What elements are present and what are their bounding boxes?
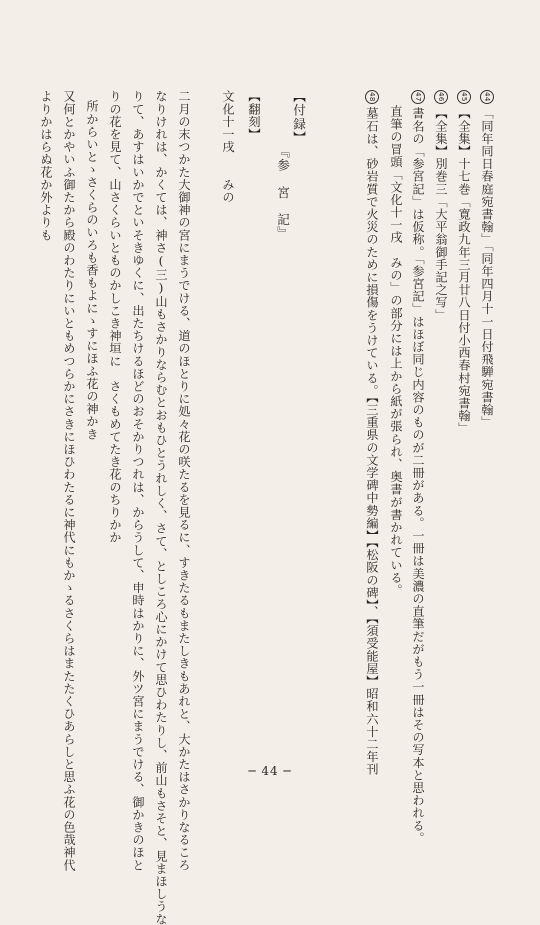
body-line-1 bbox=[178, 90, 190, 871]
body-line-3 bbox=[132, 90, 144, 871]
note-text: 直筆の冒頭「文化十一戌 みの」の部分には上から紙が張られ、奥書が書かれている。 bbox=[389, 105, 403, 597]
body-text: りの花を見て、山さくらいとものかしこき神垣に さくもめてたき花のちりかか bbox=[108, 90, 122, 544]
note-44 bbox=[480, 90, 494, 429]
note-45 bbox=[457, 90, 471, 435]
note-48 bbox=[365, 90, 379, 776]
note-47-continued bbox=[390, 105, 402, 596]
body-line-5 bbox=[86, 100, 98, 440]
note-text: 「同年同日春庭宛書翰」「同年四月十一日付飛騨宛書翰」 bbox=[480, 107, 494, 429]
body-text: 所からいとゝさくらのいろも香もよにゝすにほふ花の神かき bbox=[85, 100, 99, 441]
note-number: 45 bbox=[457, 90, 471, 104]
date-line bbox=[222, 90, 234, 203]
body-line-6 bbox=[63, 90, 75, 871]
appendix-title bbox=[275, 145, 288, 240]
body-text: よりかはらぬ花か外よりも bbox=[39, 90, 53, 242]
note-number: 47 bbox=[411, 90, 425, 104]
body-text: 二月の末つかた大御神の宮にまうでける、道のほとりに処々花の咲たるを見るに、すきたるもまたしきもあれと、大かたはさかりなるころ bbox=[177, 90, 191, 872]
reprint-heading bbox=[248, 90, 260, 140]
body-line-4 bbox=[109, 90, 121, 544]
note-text: 【全集】十七巻「寛政九年三月廿八日付小西春村宛書翰」 bbox=[457, 107, 471, 435]
body-line-7 bbox=[40, 90, 52, 241]
appendix-title-text: 『参 宮 記』 bbox=[275, 145, 290, 241]
note-text: 書名の「参宮記」は仮称。「参宮記」はほぼ同じ内容のものが二冊がある。一冊は美濃の直筆だがもう一冊はその写本と思われる。 bbox=[411, 107, 425, 845]
note-number: 44 bbox=[480, 90, 494, 104]
body-text: 又何とかやいふ御たから殿のわたりにいともめつらかにさきにほひわたるに神代にもかゝるさくらはまたたくひあらしと思ふ花の色哉神代 bbox=[62, 90, 76, 872]
date-text: 文化十一戌 みの bbox=[221, 90, 235, 204]
page-number: ─ 44 ─ bbox=[248, 764, 292, 778]
appendix-label: 【付録】 bbox=[291, 90, 306, 145]
reprint-label: 【翻刻】 bbox=[247, 90, 261, 141]
body-line-2 bbox=[155, 90, 167, 925]
note-number: 46 bbox=[434, 90, 448, 104]
note-text: 【全集】別巻三「大平翁御手記之写」 bbox=[434, 107, 448, 322]
note-47 bbox=[411, 90, 425, 844]
body-text: りて、あすはいかでといそきゆくに、出たちけるほどのおそかりつれは、からうして、申時はかりに、外ツ宮にまうでける、御かきのほと bbox=[131, 90, 145, 872]
note-number: 48 bbox=[365, 90, 379, 104]
body-text: なりけれは、かくては、神さ(三)山もさかりならむとおもひとうれしく、さて、としころ心にかけて思ひわたりし、前山もさそと、見まほしうな bbox=[154, 90, 168, 925]
note-text: 墓石は、砂岩質で火災のために損傷をうけている。【三重県の文学碑中勢編】【松阪の碑】、【須受能屋】昭和六十二年刊 bbox=[365, 107, 379, 776]
note-46 bbox=[434, 90, 448, 321]
appendix-heading bbox=[291, 90, 304, 144]
